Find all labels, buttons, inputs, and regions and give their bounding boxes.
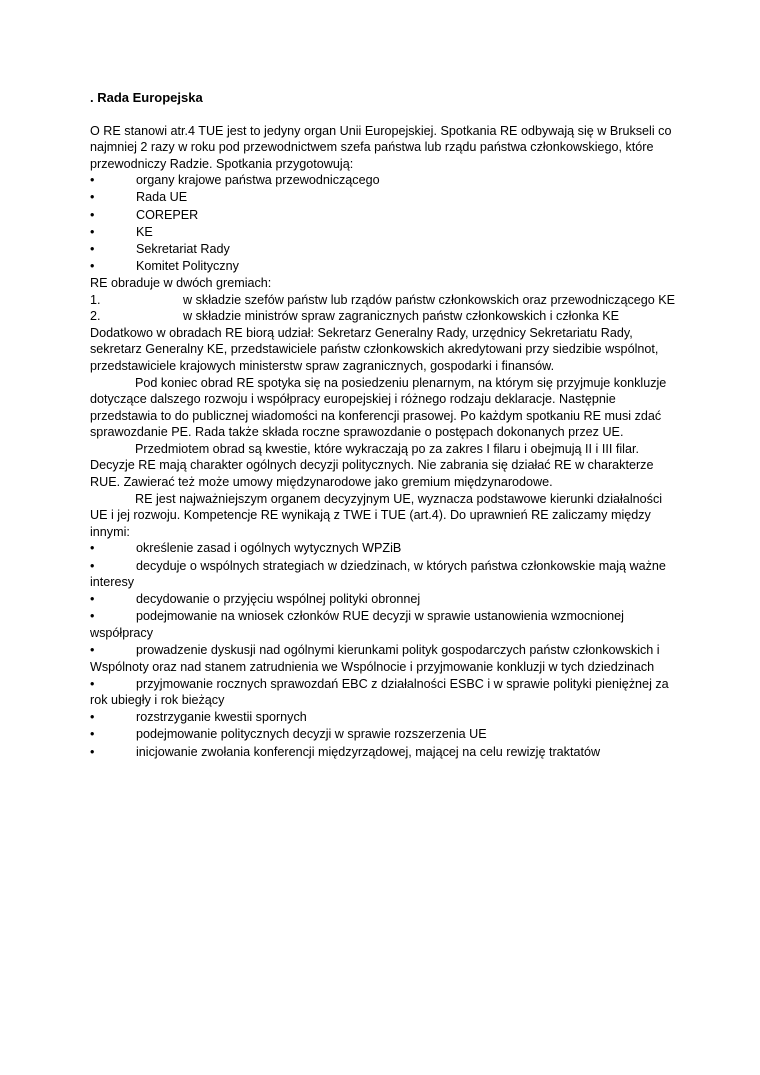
list-item: • organy krajowe państwa przewodniczącego	[90, 173, 380, 188]
list-item: • rozstrzyganie kwestii spornych	[90, 710, 307, 725]
intro-paragraph: O RE stanowi atr.4 TUE jest to jedyny organ Unii Europejskiej. Spotkania RE odbywają się w Brukseli co najmniej 2 razy w roku pod przewodnictwem szefa państwa lub rządu państwa członkowskiego, które przewodniczy Radzie. Spotkania przygotowują:	[90, 123, 672, 171]
list-item: • podejmowanie na wniosek członków RUE decyzji w sprawie ustanowienia wzmocnionej współpracy	[90, 609, 624, 640]
bullet-icon: •	[90, 710, 95, 725]
list-item: • Sekretariat Rady	[90, 241, 230, 256]
bullet-icon: •	[90, 558, 95, 573]
bullet-icon: •	[90, 744, 95, 759]
section-title: . Rada Europejska	[90, 90, 203, 105]
prep-list	[90, 172, 680, 274]
list-item: • decyduje o wspólnych strategiach w dziedzinach, w których państwa członkowskie mają ważne interesy	[90, 558, 666, 590]
numbered-item: 2. w składzie ministrów spraw zagranicznych państw członkowskich i członka KE	[90, 309, 620, 324]
dodatkowo-paragraph: Dodatkowo w obradach RE biorą udział: Sekretarz Generalny Rady, urzędnicy Sekretariatu Rady, sekretarz Generalny KE, przedstawiciele państw członkowskich akredytowani przy siedzibie wspólnot, przedstawiciele krajowych ministerstw spraw zagranicznych, gospodarki i finansów.	[90, 325, 659, 373]
bullet-icon: •	[90, 224, 95, 239]
gremia-intro: RE obraduje w dwóch gremiach:	[90, 275, 272, 290]
conclusions-paragraph: Pod koniec obrad RE spotyka się na posiedzeniu plenarnym, na którym się przyjmuje konkluzje dotyczące dalszego rozwoju i współpracy europejskiej i różnego rodzaju deklaracje. Następnie przedstawia to do publicznej wiadomości na konferencji prasowej. Po każdym spotkaniu RE musi zdać sprawozdanie PE. Rada także składa roczne sprawozdanie o postępach dokonanych przez UE.	[90, 375, 667, 440]
list-item: • KE	[90, 224, 153, 239]
bullet-icon: •	[90, 190, 95, 205]
powers-list	[90, 540, 680, 760]
bullet-icon: •	[90, 173, 95, 188]
bullet-icon: •	[90, 541, 95, 556]
list-item: • inicjowanie zwołania konferencji międzyrządowej, mającej na celu rewizję traktatów	[90, 744, 601, 759]
list-item: • przyjmowanie rocznych sprawozdań EBC z działalności ESBC i w sprawie polityki pieniężnej za rok ubiegły i rok bieżący	[90, 676, 669, 708]
list-item: • Komitet Polityczny	[90, 258, 239, 273]
list-item: • Rada UE	[90, 190, 188, 205]
list-item: • podejmowanie politycznych decyzji w sprawie rozszerzenia UE	[90, 727, 487, 742]
document-page	[90, 90, 680, 761]
subject-paragraph: Przedmiotem obrad są kwestie, które wykraczają po za zakres I filaru i obejmują II i III filar. Decyzje RE mają charakter ogólnych decyzji politycznych. Nie zabrania się działać RE w charakterze RUE. Zawierać też może umowy międzynarodowe jako gremium międzynarodowe.	[90, 441, 654, 490]
bullet-icon: •	[90, 676, 95, 691]
bullet-icon: •	[90, 207, 95, 222]
gremia-list	[90, 292, 680, 325]
numbered-item: 1. w składzie szefów państw lub rządów państw członkowskich oraz przewodniczącego KE	[90, 292, 676, 307]
bullet-icon: •	[90, 643, 95, 657]
bullet-icon: •	[90, 592, 95, 607]
bullet-icon: •	[90, 241, 95, 256]
list-item: • prowadzenie dyskusji nad ogólnymi kierunkami polityk gospodarczych państw członkowskich i Wspólnoty oraz nad stanem zatrudnienia we Wspólnocie i przyjmowanie konkluzji w tych dziedzinach	[90, 643, 660, 674]
bullet-icon: •	[90, 609, 95, 624]
bullet-icon: •	[90, 258, 95, 273]
list-item: • określenie zasad i ogólnych wytycznych WPZiB	[90, 541, 402, 556]
list-item: • decydowanie o przyjęciu wspólnej polityki obronnej	[90, 592, 421, 607]
competences-paragraph: RE jest najważniejszym organem decyzyjnym UE, wyznacza podstawowe kierunki działalności UE i jej rozwoju. Kompetencje RE wynikają z TWE i TUE (art.4). Do uprawnień RE zaliczamy między innymi:	[90, 491, 663, 539]
list-item: • COREPER	[90, 207, 199, 222]
bullet-icon: •	[90, 727, 95, 742]
